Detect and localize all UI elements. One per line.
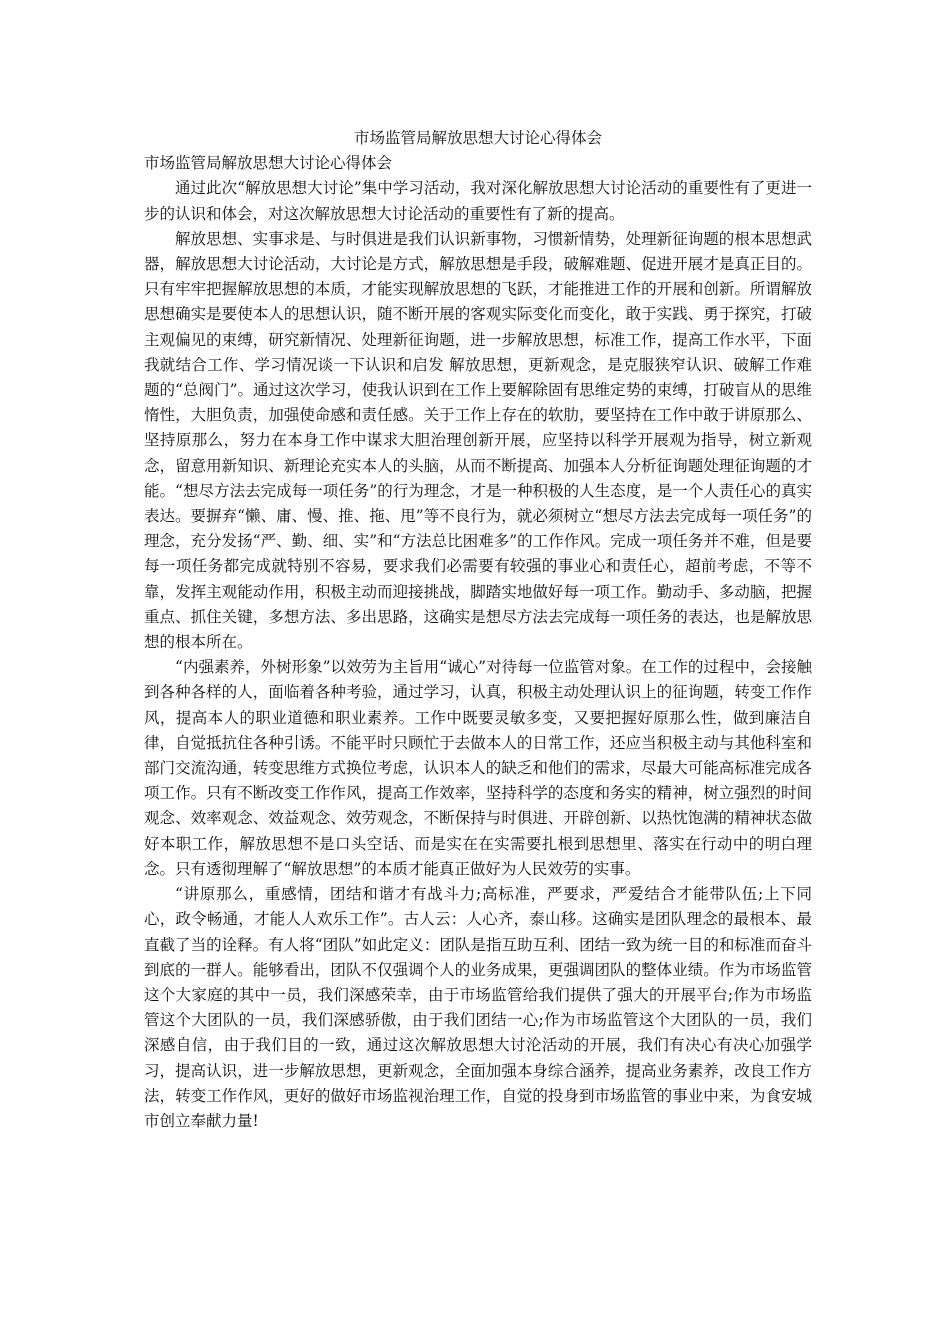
paragraph-inner-quality: “内强素养，外树形象”以效劳为主旨用“诚心”对待每一位监管对象。在工作的过程中，会接触到各种各样的人，面临着各种考验，通过学习，认真，积极主动处理认识上的征询题，转变工作作风，提高本人的职业道德和职业素养。工作中既要灵敏多变，又要把握好原那么性，做到廉洁自律，自觉抵抗住各种引诱。不能平时只顾忙于去做本人的日常工作，还应当积极主动与其他科室和部门交流沟通，转变思维方式换位考虑，认识本人的缺乏和他们的需求，尽最大可能高标准完成各项工作。只有不断改变工作作风，提高工作效率，坚持科学的态度和务实的精神，树立强烈的时间观念、效率观念、效益观念、效劳观念，不断保持与时俱进、开辟创新、以热忱饱满的精神状态做好本职工作，解放思想不是口头空话、而是实在在实需要扎根到思想里、落实在行动中的明白理念。只有透彻理解了“解放思想”的本质才能真正做好为人民效劳的实事。 bbox=[144, 658, 812, 878]
document-subtitle: 市场监管局解放思想大讨论心得体会 bbox=[144, 154, 393, 173]
paragraph-intro: 通过此次“解放思想大讨论”集中学习活动，我对深化解放思想大讨论活动的重要性有了更进一步的认识和体会，对这次解放思想大讨论活动的重要性有了新的提高。 bbox=[144, 179, 812, 223]
paragraph-liberating-thought: 解放思想、实事求是、与时俱进是我们认识新事物，习惯新情势，处理新征询题的根本思想武器，解放思想大讨论活动，大讨论是方式，解放思想是手段，破解难题、促进开展才是真正目的。只有牢牢把握解放思想的本质，才能实现解放思想的飞跃，才能推进工作的开展和创新。所谓解放思想确实是要使本人的思想认识，随不断开展的客观实际变化而变化，敢于实践、勇于探究，打破主观偏见的束缚，研究新情况、处理新征询题，进一步解放思想，标准工作，提高工作水平，下面我就结合工作、学习情况谈一下认识和启发 解放思想，更新观念，是克服狭窄认识、破解工作难题的“总阀门”。通过这次学习，使我认识到在工作上要解除固有思维定势的束缚，打破盲从的思维惰性，大胆负责，加强使命感和责任感。关于工作上存在的软肋，要坚持在工作中敢于讲原那么、坚持原那么，努力在本身工作中谋求大胆治理创新开展，应坚持以科学开展观为指导，树立新观念，留意用新知识、新理论充实本人的头脑，从而不断提高、加强本人分析征询题处理征询题的才能。“想尽方法去完成每一项任务”的行为理念，才是一种积极的人生态度，是一个人责任心的真实表达。要摒弃“懒、庸、慢、推、拖、甩”等不良行为，就必须树立“想尽方法去完成每一项任务”的理念，充分发扬“严、勤、细、实”和“方法总比困难多”的工作作风。完成一项任务并不难，但是要每一项任务都完成就特别不容易，要求我们必需要有较强的事业心和责任心，超前考虑，不等不靠，发挥主观能动作用，积极主动而迎接挑战，脚踏实地做好每一项工作。勤动手、多动脑，把握重点、抓住关键，多想方法、多出思路，这确实是想尽方法去完成每一项任务的表达，也是解放思想的根本所在。 bbox=[144, 229, 812, 652]
document-body bbox=[144, 126, 812, 1134]
document-title: 市场监管局解放思想大讨论心得体会 bbox=[353, 129, 602, 147]
paragraph-team-unity: “讲原那么，重感情，团结和谐才有战斗力;高标准，严要求，严爱结合才能带队伍;上下同心，政令畅通，才能人人欢乐工作”。古人云：人心齐，泰山移。这确实是团队理念的最根本、最直截了当的诠释。有人将“团队”如此定义：团队是指互助互利、团结一致为统一目的和标准而奋斗到底的一群人。能够看出，团队不仅强调个人的业务成果，更强调团队的整体业绩。作为市场监管这个大家庭的其中一员，我们深感荣幸，由于市场监管给我们提供了强大的开展平台;作为市场监管这个大团队的一员，我们深感骄傲，由于我们团结一心;作为市场监管这个大团队的一员，我们深感自信，由于我们目的一致，通过这次解放思想大讨沦活动的开展，我们有决心有决心加强学习，提高认识，进一步解放思想，更新观念，全面加强本身综合涵养，提高业务素养，改良工作方法，转变工作作风，更好的做好市场监视治理工作，自觉的投身到市场监管的事业中来，为食安城市创立奉献力量! bbox=[144, 885, 812, 1130]
